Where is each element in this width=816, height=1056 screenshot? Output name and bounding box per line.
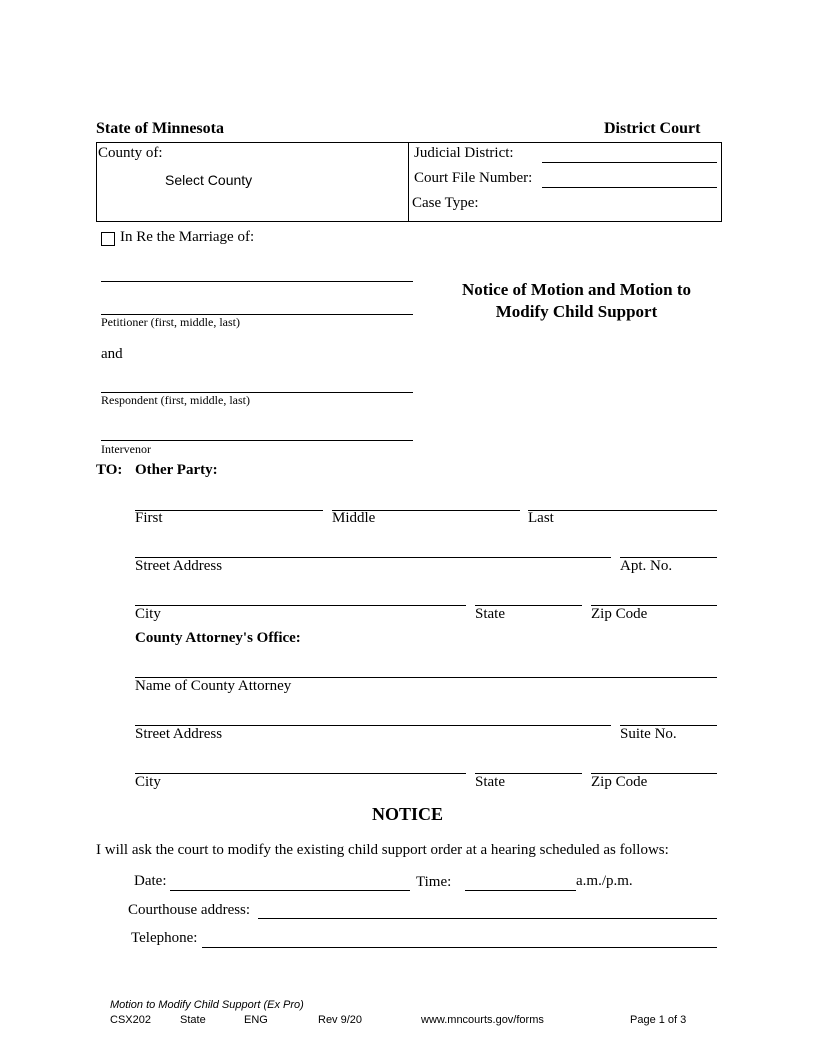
court-heading: District Court xyxy=(604,120,701,137)
time-field[interactable] xyxy=(465,890,576,891)
intervenor-caption: Intervenor xyxy=(101,442,151,456)
footer-jurisdiction: State xyxy=(180,1014,206,1026)
court-file-number-label: Court File Number: xyxy=(414,170,533,186)
middle-label: Middle xyxy=(332,510,376,526)
case-type-label: Case Type: xyxy=(412,195,479,211)
footer-page-number: Page 1 of 3 xyxy=(630,1014,687,1026)
petitioner-caption: Petitioner (first, middle, last) xyxy=(101,315,240,329)
county-attorney-heading: County Attorney's Office: xyxy=(135,630,301,646)
courthouse-address-field[interactable] xyxy=(258,918,717,919)
state-label: State xyxy=(475,606,505,622)
first-name-field[interactable] xyxy=(135,510,323,511)
county-select[interactable]: Select County xyxy=(165,172,253,188)
footer-language: ENG xyxy=(244,1014,268,1026)
last-label: Last xyxy=(528,510,554,526)
intervenor-line[interactable] xyxy=(101,440,413,441)
and-label: and xyxy=(101,346,123,362)
footer-form-code: CSX202 xyxy=(110,1014,151,1026)
last-name-field[interactable] xyxy=(528,510,717,511)
marriage-label: In Re the Marriage of: xyxy=(120,229,255,245)
street-address-label: Street Address xyxy=(135,558,223,574)
footer-form-title: Motion to Modify Child Support (Ex Pro) xyxy=(110,999,304,1011)
courthouse-address-label: Courthouse address: xyxy=(128,902,251,918)
ampm-label: a.m./p.m. xyxy=(576,873,633,889)
marriage-checkbox[interactable] xyxy=(101,232,115,246)
notice-intro: I will ask the court to modify the existing child support order at a hearing scheduled as follows: xyxy=(96,842,669,858)
form-title-line-1: Notice of Motion and Motion to xyxy=(461,280,691,299)
county-attorney-name-label: Name of County Attorney xyxy=(135,678,292,694)
city-field[interactable] xyxy=(135,605,466,606)
date-label: Date: xyxy=(134,873,167,889)
footer-url[interactable]: www.mncourts.gov/forms xyxy=(421,1014,544,1026)
apt-no-label: Apt. No. xyxy=(620,558,673,574)
zip-code-label: Zip Code xyxy=(591,606,648,622)
judicial-district-label: Judicial District: xyxy=(414,145,514,161)
county-label: County of: xyxy=(98,145,163,161)
respondent-caption: Respondent (first, middle, last) xyxy=(101,393,250,407)
telephone-label: Telephone: xyxy=(131,930,198,946)
state-heading: State of Minnesota xyxy=(96,120,224,137)
court-file-number-field[interactable] xyxy=(542,187,717,188)
city-label: City xyxy=(135,606,161,622)
form-title-line-2: Modify Child Support xyxy=(495,302,658,321)
attorney-city-field[interactable] xyxy=(135,773,466,774)
attorney-street-label: Street Address xyxy=(135,726,223,742)
time-label: Time: xyxy=(416,874,452,890)
suite-no-label: Suite No. xyxy=(620,726,677,742)
notice-heading: NOTICE xyxy=(372,804,444,824)
telephone-field[interactable] xyxy=(202,947,717,948)
footer-revision: Rev 9/20 xyxy=(318,1014,363,1026)
to-label: TO: xyxy=(96,462,123,478)
petitioner-line-1[interactable] xyxy=(101,281,413,282)
attorney-city-label: City xyxy=(135,774,161,790)
first-label: First xyxy=(135,510,163,526)
caption-divider xyxy=(408,142,409,222)
date-field[interactable] xyxy=(170,890,410,891)
judicial-district-field[interactable] xyxy=(542,162,717,163)
attorney-state-label: State xyxy=(475,774,505,790)
attorney-zip-label: Zip Code xyxy=(591,774,648,790)
other-party-label: Other Party: xyxy=(135,462,218,478)
